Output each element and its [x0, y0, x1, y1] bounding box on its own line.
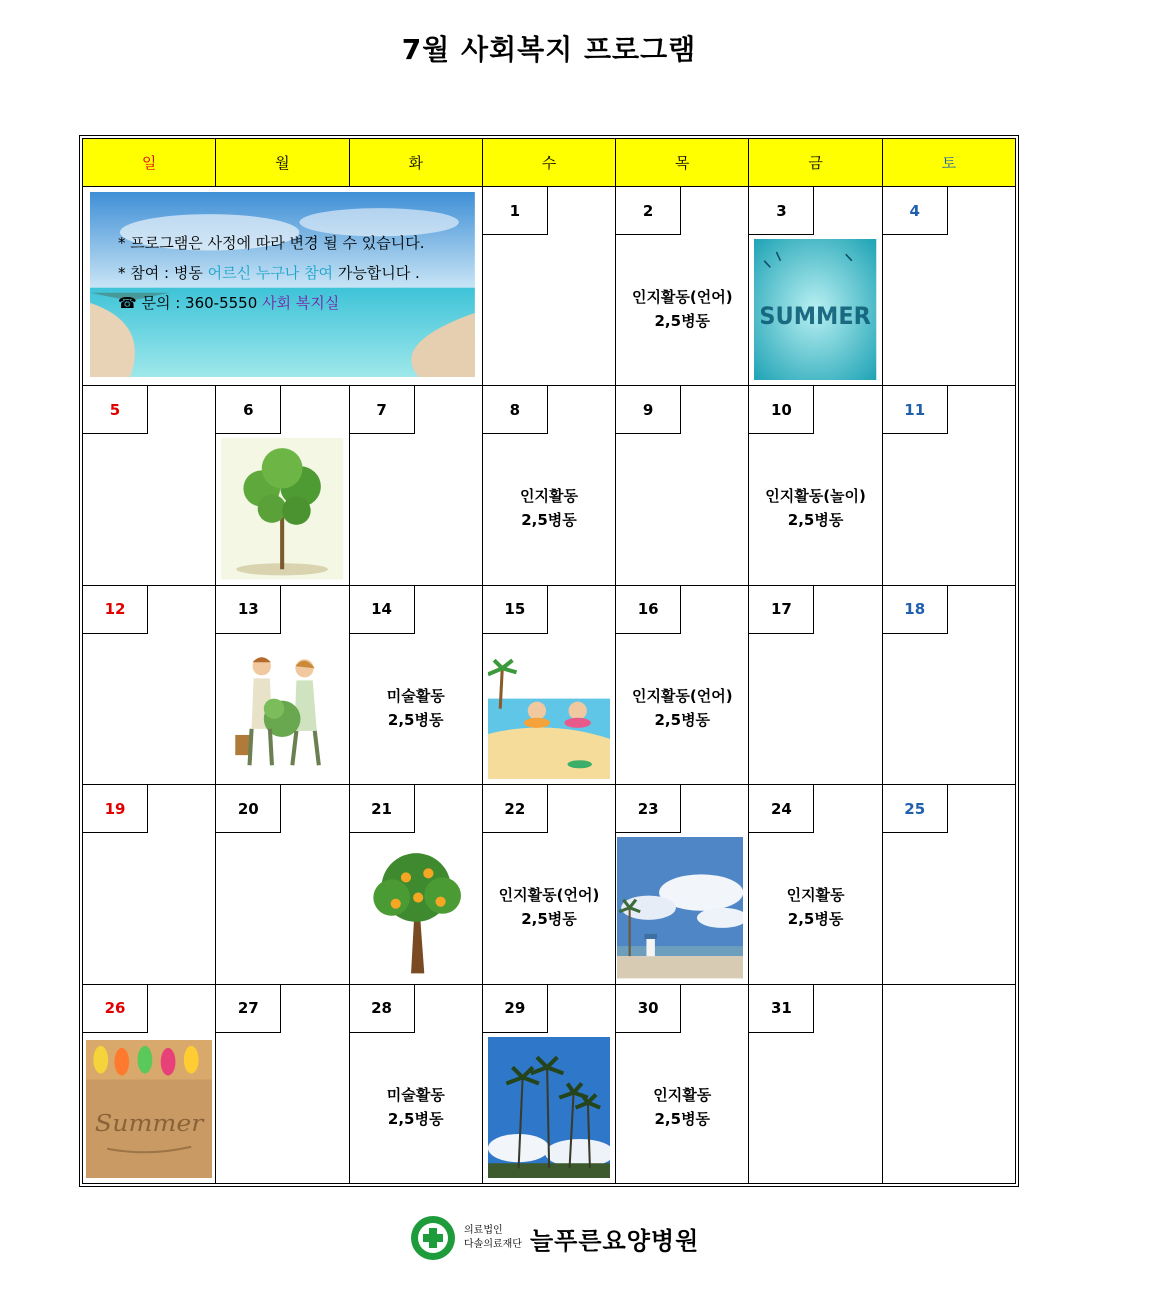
- day-cell-22: [483, 785, 616, 984]
- day-number: 13: [216, 586, 281, 634]
- day-cell-5: [83, 386, 216, 585]
- event-name: 인지활동: [786, 886, 845, 905]
- day-number: 25: [883, 785, 948, 833]
- tree-illustration: [221, 438, 343, 579]
- day-number: 23: [616, 785, 681, 833]
- day-cell-14: [350, 586, 483, 785]
- notice-line-participation: [118, 258, 424, 288]
- day-cell-19: [83, 785, 216, 984]
- day-cell-24: [749, 785, 882, 984]
- summer-sand-photo: [86, 1040, 212, 1178]
- empty-cell: [883, 985, 1016, 1184]
- event: [616, 684, 748, 732]
- day-number: 31: [749, 985, 814, 1033]
- day-cell-3: [749, 187, 882, 386]
- day-cell-17: [749, 586, 882, 785]
- notice-line-contact: [118, 288, 424, 318]
- event-name: 미술활동: [386, 686, 445, 705]
- weekday-mon: 월: [216, 139, 349, 187]
- day-cell-9: [616, 386, 749, 585]
- day-number: 22: [483, 785, 548, 833]
- event-ward: 2,5병동: [387, 1109, 444, 1128]
- day-cell-10: [749, 386, 882, 585]
- event-ward: 2,5병동: [521, 511, 577, 530]
- day-number: 18: [883, 586, 948, 634]
- event-name: 인지활동(언어): [631, 288, 733, 306]
- day-cell-18: [883, 586, 1016, 785]
- day-number: 16: [616, 586, 681, 634]
- palm-trees-photo: [488, 1037, 610, 1178]
- foundation-name: [464, 1224, 522, 1252]
- beach-kids-illustration: [488, 638, 610, 779]
- calendar-grid: [82, 138, 1016, 1184]
- day-cell-7: [350, 386, 483, 585]
- hospital-footer: [410, 1212, 699, 1264]
- corp-type: 의료법인: [464, 1225, 503, 1236]
- day-number: 28: [350, 985, 415, 1033]
- day-number: 10: [749, 386, 814, 434]
- day-number: 2: [616, 187, 681, 235]
- day-number: 1: [483, 187, 548, 235]
- event-name: 인지활동(놀이): [765, 487, 866, 506]
- day-cell-29: [483, 985, 616, 1184]
- day-cell-26: [83, 985, 216, 1184]
- event: [749, 883, 881, 931]
- weekday-sun: 일: [83, 139, 216, 187]
- day-cell-23: [616, 785, 749, 984]
- notice-line2-highlight: 어르신 누구나 참여: [207, 264, 334, 282]
- day-number: 29: [483, 985, 548, 1033]
- day-cell-31: [749, 985, 882, 1184]
- day-cell-25: [883, 785, 1016, 984]
- day-number: 4: [883, 187, 948, 235]
- day-number: 6: [216, 386, 281, 434]
- day-number: 20: [216, 785, 281, 833]
- day-cell-20: [216, 785, 349, 984]
- hospital-logo-icon: [410, 1215, 456, 1261]
- day-number: 19: [83, 785, 148, 833]
- notice-line2-prefix: * 참여 : 병동: [118, 264, 208, 282]
- day-number: 12: [83, 586, 148, 634]
- day-number: 9: [616, 386, 681, 434]
- notice-text: [118, 228, 424, 318]
- event: [483, 883, 615, 931]
- day-number: 26: [83, 985, 148, 1033]
- event-ward: 2,5병동: [521, 910, 577, 929]
- beach-photo: [617, 837, 743, 978]
- event-name: 인지활동: [653, 1085, 712, 1104]
- corp-foundation: 다솔의료재단: [464, 1239, 522, 1250]
- event-ward: 2,5병동: [654, 1109, 711, 1128]
- day-number: 30: [616, 985, 681, 1033]
- event: [350, 1083, 482, 1131]
- weekday-thu: 목: [616, 139, 749, 187]
- weekday-fri: 금: [749, 139, 882, 187]
- day-cell-6: [216, 386, 349, 585]
- orange-tree-illustration: [355, 837, 477, 978]
- day-cell-13: [216, 586, 349, 785]
- day-cell-11: [883, 386, 1016, 585]
- summer-lettering-image: [754, 239, 876, 380]
- event-ward: 2,5병동: [654, 710, 711, 729]
- svg-text:Summer: Summer: [94, 1108, 204, 1137]
- event: [616, 285, 748, 333]
- day-number: 27: [216, 985, 281, 1033]
- notice-line3-prefix: ☎ 문의 : 360-5550: [118, 294, 263, 312]
- notice-line2-suffix: 가능합니다 .: [333, 264, 420, 282]
- notice-line3-office: 사회 복지실: [262, 294, 340, 312]
- event-name: 인지활동(언어): [631, 686, 733, 705]
- event: [483, 484, 615, 532]
- day-number: 15: [483, 586, 548, 634]
- event-ward: 2,5병동: [387, 710, 444, 729]
- hospital-name: 늘푸른요양병원: [529, 1226, 700, 1255]
- weekday-tue: 화: [350, 139, 483, 187]
- day-cell-2: [616, 187, 749, 386]
- notice-line-change: * 프로그램은 사정에 따라 변경 될 수 있습니다.: [118, 234, 425, 252]
- event-name: 미술활동: [386, 1085, 445, 1104]
- day-number: 21: [350, 785, 415, 833]
- day-cell-16: [616, 586, 749, 785]
- gardening-couple-illustration: [221, 638, 343, 779]
- day-cell-15: [483, 586, 616, 785]
- event: [616, 1083, 748, 1131]
- event: [350, 684, 482, 732]
- day-number: 14: [350, 586, 415, 634]
- day-number: 24: [749, 785, 814, 833]
- weekday-wed: 수: [483, 139, 616, 187]
- day-cell-12: [83, 586, 216, 785]
- day-cell-30: [616, 985, 749, 1184]
- svg-text:SUMMER: SUMMER: [759, 302, 872, 331]
- day-cell-4: [883, 187, 1016, 386]
- day-cell-28: [350, 985, 483, 1184]
- notice-banner: [90, 192, 475, 377]
- day-number: 8: [483, 386, 548, 434]
- day-number: 5: [83, 386, 148, 434]
- day-number: 3: [749, 187, 814, 235]
- event-ward: 2,5병동: [654, 312, 711, 330]
- day-cell-8: [483, 386, 616, 585]
- event-name: 인지활동(언어): [498, 886, 600, 905]
- day-cell-1: [483, 187, 616, 386]
- page-title: 7월 사회복지 프로그램: [401, 33, 697, 66]
- notice-cell: [83, 187, 483, 386]
- day-number: 7: [350, 386, 415, 434]
- event-ward: 2,5병동: [787, 910, 844, 929]
- event-name: 인지활동: [520, 487, 578, 506]
- day-cell-21: [350, 785, 483, 984]
- day-number: 11: [883, 386, 948, 434]
- day-number: 17: [749, 586, 814, 634]
- event-ward: 2,5병동: [787, 511, 844, 530]
- event: [749, 484, 881, 532]
- weekday-sat: 토: [883, 139, 1016, 187]
- calendar: [79, 135, 1019, 1187]
- day-cell-27: [216, 985, 349, 1184]
